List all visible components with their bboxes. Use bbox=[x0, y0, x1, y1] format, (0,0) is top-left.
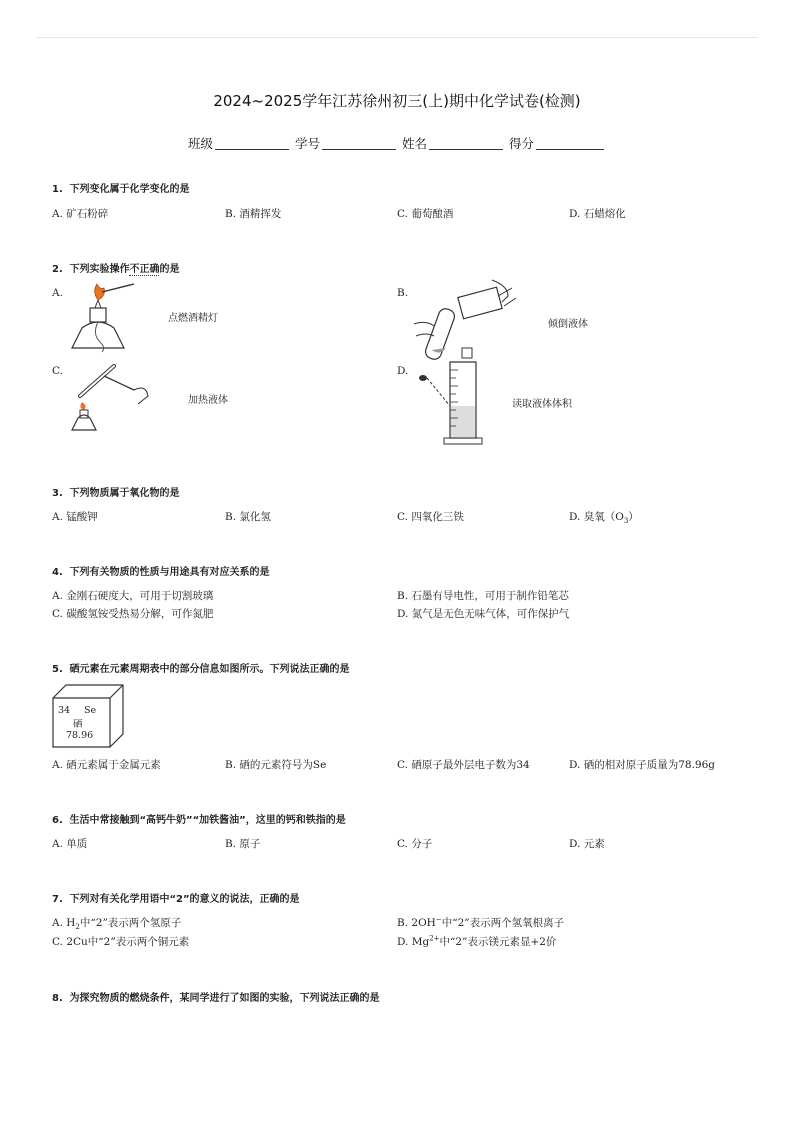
q2-option-c[interactable]: C. bbox=[52, 365, 63, 377]
question-1-stem: 1. 下列变化属于化学变化的是 bbox=[52, 184, 190, 195]
q1-option-b[interactable]: B. 酒精挥发 bbox=[225, 208, 282, 220]
q3-option-a[interactable]: A. 锰酸钾 bbox=[52, 511, 98, 523]
q4-option-c[interactable]: C. 碳酸氢铵受热易分解，可作氮肥 bbox=[52, 608, 214, 620]
q4-option-b[interactable]: B. 石墨有导电性，可用于制作铅笔芯 bbox=[397, 590, 569, 602]
class-blank[interactable] bbox=[215, 137, 289, 150]
q7-option-c[interactable]: C. 2Cu中“2”表示两个铜元素 bbox=[52, 936, 190, 948]
q4-option-d[interactable]: D. 氮气是无色无味气体，可作保护气 bbox=[397, 608, 570, 620]
student-info-line bbox=[0, 134, 794, 152]
id-label: 学号 bbox=[294, 136, 320, 151]
question-6-stem: 6. 生活中常接触到“高钙牛奶”“加铁酱油”，这里的钙和铁指的是 bbox=[52, 815, 346, 826]
q6-option-d[interactable]: D. 元素 bbox=[569, 838, 605, 850]
q6-option-a[interactable]: A. 单质 bbox=[52, 838, 88, 850]
caption-light-lamp: 点燃酒精灯 bbox=[168, 313, 218, 324]
id-blank[interactable] bbox=[322, 137, 396, 150]
q7-option-a[interactable]: A. $H_2$中“2”表示两个氢原子 bbox=[52, 917, 182, 932]
q2-option-b[interactable]: B. bbox=[397, 287, 409, 299]
class-label: 班级 bbox=[187, 136, 213, 151]
alcohol-lamp-lighting-illustration bbox=[62, 282, 152, 354]
caption-read-volume: 读取液体体积 bbox=[512, 399, 572, 410]
q2-option-d[interactable]: D. bbox=[397, 365, 409, 377]
q3-option-d[interactable]: D. 臭氧$(O_3)$ bbox=[569, 511, 639, 526]
element-symbol: Se bbox=[84, 705, 97, 716]
q5-option-d[interactable]: D. 硒的相对原子质量为78.96g bbox=[569, 759, 715, 771]
page-title: 2024~2025学年江苏徐州初三(上)期中化学试卷(检测) bbox=[213, 92, 581, 110]
q5-option-b[interactable]: B. 硒的元素符号为Se bbox=[225, 759, 327, 771]
q6-option-b[interactable]: B. 原子 bbox=[225, 838, 261, 850]
q3-option-b[interactable]: B. 氯化氢 bbox=[225, 511, 271, 523]
q7-option-d[interactable]: D. $Mg^{2+}$中“2”表示镁元素显+2价 bbox=[397, 934, 557, 948]
q5-option-c[interactable]: C. 硒原子最外层电子数为34 bbox=[397, 759, 530, 771]
question-7-stem: 7. 下列对有关化学用语中“2”的意义的说法，正确的是 bbox=[52, 894, 300, 905]
q6-option-c[interactable]: C. 分子 bbox=[397, 838, 433, 850]
element-name: 硒 bbox=[73, 719, 83, 730]
reading-cylinder-illustration bbox=[410, 348, 480, 446]
element-atomic-number: 34 bbox=[58, 705, 71, 716]
question-4-stem: 4. 下列有关物质的性质与用途具有对应关系的是 bbox=[52, 567, 270, 578]
caption-heat-liquid: 加热液体 bbox=[188, 395, 228, 406]
q7-option-b[interactable]: B. 2OH−中“2”表示两个氢氧根离子 bbox=[397, 915, 565, 929]
q4-option-a[interactable]: A. 金刚石硬度大，可用于切割玻璃 bbox=[52, 590, 214, 602]
name-label: 姓名 bbox=[401, 136, 427, 151]
name-blank[interactable] bbox=[429, 137, 503, 150]
q3-option-c[interactable]: C. 四氧化三铁 bbox=[397, 511, 464, 523]
caption-pour-liquid: 倾倒液体 bbox=[548, 319, 588, 330]
score-label: 得分 bbox=[508, 136, 534, 151]
q2-option-a[interactable]: A. bbox=[52, 287, 63, 299]
question-3-stem: 3. 下列物质属于氧化物的是 bbox=[52, 488, 180, 499]
element-atomic-mass: 78.96 bbox=[66, 730, 94, 741]
q1-option-a[interactable]: A. 矿石粉碎 bbox=[52, 208, 109, 220]
q1-option-d[interactable]: D. 石蜡熔化 bbox=[569, 208, 626, 220]
q1-option-c[interactable]: C. 葡萄酿酒 bbox=[397, 208, 454, 220]
question-2-stem: 2. 下列实验操作不正确的是 bbox=[52, 264, 180, 275]
score-blank[interactable] bbox=[536, 137, 604, 150]
question-5-stem: 5. 硒元素在元素周期表中的部分信息如图所示。下列说法正确的是 bbox=[52, 664, 350, 675]
q5-option-a[interactable]: A. 硒元素属于金属元素 bbox=[52, 759, 161, 771]
heating-liquid-illustration bbox=[64, 360, 154, 440]
top-rule bbox=[36, 37, 758, 38]
question-8-stem: 8. 为探究物质的燃烧条件，某同学进行了如图的实验，下列说法正确的是 bbox=[52, 993, 380, 1004]
